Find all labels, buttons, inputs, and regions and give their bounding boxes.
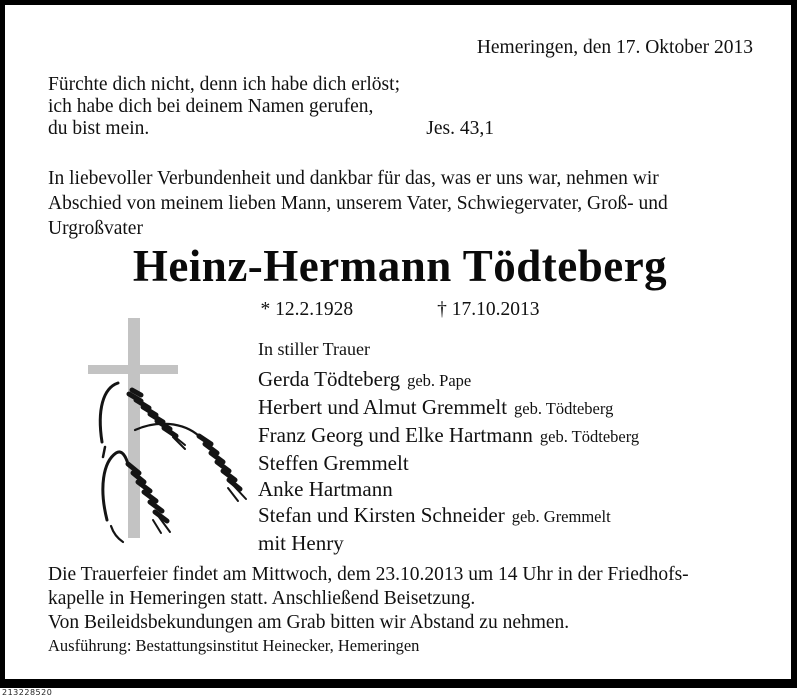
intro-line: Urgroßvater: [48, 218, 143, 239]
cross-with-wheat-icon: [85, 312, 250, 547]
intro-paragraph: [48, 166, 768, 241]
mourner-row: [258, 394, 639, 422]
mourner-maiden-name: geb. Tödteberg: [539, 427, 640, 446]
scripture-last-line: [48, 118, 494, 140]
mourner-maiden-name: geb. Pape: [407, 371, 472, 390]
mourning-heading: In stiller Trauer: [258, 339, 370, 359]
funeral-line: kapelle in Hemeringen statt. Anschließend Beisetzung.: [48, 588, 476, 609]
mourner-name: mit Henry: [258, 531, 344, 555]
scripture-reference: Jes. 43,1: [426, 118, 494, 139]
scripture-quote: [48, 74, 494, 140]
scripture-line: ich habe dich bei deinem Namen gerufen,: [48, 96, 374, 117]
mourner-name: Anke Hartmann: [258, 477, 393, 501]
mourner-row: [258, 476, 639, 502]
mourner-name: Franz Georg und Elke Hartmann: [258, 423, 533, 447]
mourner-row: [258, 422, 639, 450]
funeral-line: Von Beileidsbekundungen am Grab bitten wir Abstand zu nehmen.: [48, 612, 570, 633]
print-code: 213228520: [2, 688, 53, 697]
mourner-name: Gerda Tödteberg: [258, 367, 401, 391]
deceased-name-heading: Heinz-Hermann Tödteberg: [132, 241, 668, 291]
undertaker-line: Ausführung: Bestattungsinstitut Heinecker, Hemeringen: [48, 636, 420, 655]
mourner-maiden-name: geb. Tödteberg: [514, 399, 614, 418]
intro-line: Abschied von meinem lieben Mann, unserem Vater, Schwiegervater, Groß- und: [48, 193, 668, 214]
mourner-row: [258, 366, 639, 394]
scripture-line: du bist mein.: [48, 118, 150, 139]
scripture-line: Fürchte dich nicht, denn ich habe dich erlöst;: [48, 74, 400, 95]
birth-date: * 12.2.1928: [260, 299, 354, 320]
mourner-row: [258, 502, 639, 530]
mourner-name: Stefan und Kirsten Schneider: [258, 503, 505, 527]
intro-line: In liebevoller Verbundenheit und dankbar für das, was er uns war, nehmen wir: [48, 168, 659, 189]
mourner-name: Herbert und Almut Gremmelt: [258, 395, 508, 419]
dateline: Hemeringen, den 17. Oktober 2013: [476, 37, 753, 58]
mourning-section: [258, 339, 639, 556]
funeral-details-paragraph: [48, 563, 778, 635]
funeral-line: Die Trauerfeier findet am Mittwoch, dem 23.10.2013 um 14 Uhr in der Friedhofs-: [48, 564, 689, 585]
mourner-maiden-name: geb. Gremmelt: [511, 507, 611, 526]
death-date: † 17.10.2013: [437, 299, 540, 320]
mourner-name: Steffen Gremmelt: [258, 451, 409, 475]
mourner-row: [258, 450, 639, 476]
mourner-row: [258, 530, 639, 556]
